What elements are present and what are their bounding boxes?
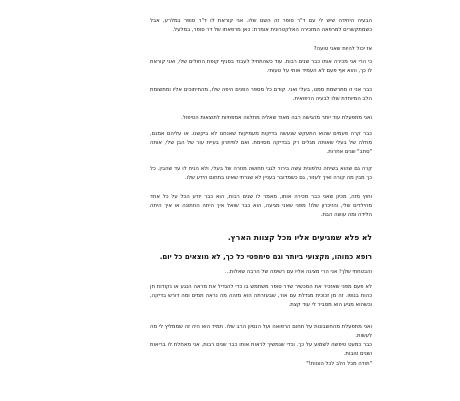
paragraph-9: והבטחתי שלך! אני הרי מציגה אליו עם רשימה של הרבה שאלות... — [224, 269, 372, 275]
paragraph-2: אז יכול להיות שאני טועה? — [313, 46, 372, 52]
paragraph-1: הבעיה היחידה שיש לי עם ד"ר סופר זה השם שלו. אני קוראת לו ד"ר סופר במלרע, אבל כשמתקשרים למרפאה המזכירה האלקטרונית אומרת: כאן מרפאתו של דר סופר, במלעל. — [150, 18, 372, 33]
paragraph-13: "תודה מכל הלב לכל הצוות!" — [306, 361, 372, 367]
paragraph-5: ואני מתפעלת עוד יותר מהגישה רבה מאוד שאליה מתלווה אמפתיות לתוצאות הטיפול. — [181, 115, 372, 121]
paragraph-10: לא פעם מפני שאזכיר את המכשיר שדר סופר משתמש בו כדי להגדיל את מראה הנגע או נקודות חן כהות בגופו. זה מן זכוכית מגדלת עם אור, שבעזרתה הוא מזהה מה נראה תמים ומה דורש בדיקה, וכשהוא מגיע הוא מסביר לי עוד קצת. — [150, 284, 372, 308]
headline-1: לא פלא שמגיעים אליו מכל קצוות הארץ. — [227, 233, 372, 242]
paragraph-8: וחוץ מזה, מכיון שאני כבר מכירה אותו, מאמר לו שנים רבות, הוא כבר יודע הכל על כל אחד מהילדים שלי, והזיכרון שלו! מפני שאני מגיעה, הוא כבר שואל איך היתה החתונה או איך היתה הלידה ומה עושה הבת. — [150, 194, 372, 218]
paragraph-12: כבר כמעט טיפשה לשמוע על כך. וכדי שנמשיך לראות אותו כבר שנים רבות, אני מאחלת לו בריאות ושנים טובות. — [150, 342, 372, 357]
paragraph-6: כבר קרה פעמים שהוא התעקש שנעשה בדיקות מעמיקות שאנחנו לא ביקשנו. או עליהם אמנם, מחלה של בעלי שאותה מגלים רק בבדיקה מסוימת. ואם לפיתרון בעיית עור של הבן שלי, אותה "סחב" שנים אחרות. — [150, 131, 372, 155]
paragraph-4: כבר אני זו מתרשמת ממנו, בעלי ואני. קודם כל מספר הפנים היפה שלו, מהחיתוכים אליו ומתשומת הלב המיוחדת שלו לבעיה הרפואית. — [150, 87, 372, 102]
headline-2: רופא כמוהו, מקצועי ביותר וגם סימפטי כל כך, לא מוצאים כל יום. — [159, 253, 372, 261]
paragraph-3: כי הרי אני מכירה אותו כבר שנים רבות. עוד כשהתחיל לעבוד בסניף קופת החולים שלי, ואני קוראת לו כך, והוא אף פעם לא העמיד אותי על טעותי. — [150, 59, 372, 74]
paragraph-11: ואני מתפעלת מהחשבונות על תחום הרפואה ועל הנסיון הרב שלו. תמיד הוא היה זה שממליץ לי מה לעשות. — [150, 324, 372, 339]
paragraph-7: קרה גם שהוא בשיחה טלפונית עשה בירור לגבי תחושה מוזרה של בעלי, ולא הניח לו עד שהבין. כל כך מבין מה קורה ואיך לעזור, גם כשמדובר בעניין לא שגרתי שאינו בתחום הידע שלו. — [150, 166, 372, 181]
